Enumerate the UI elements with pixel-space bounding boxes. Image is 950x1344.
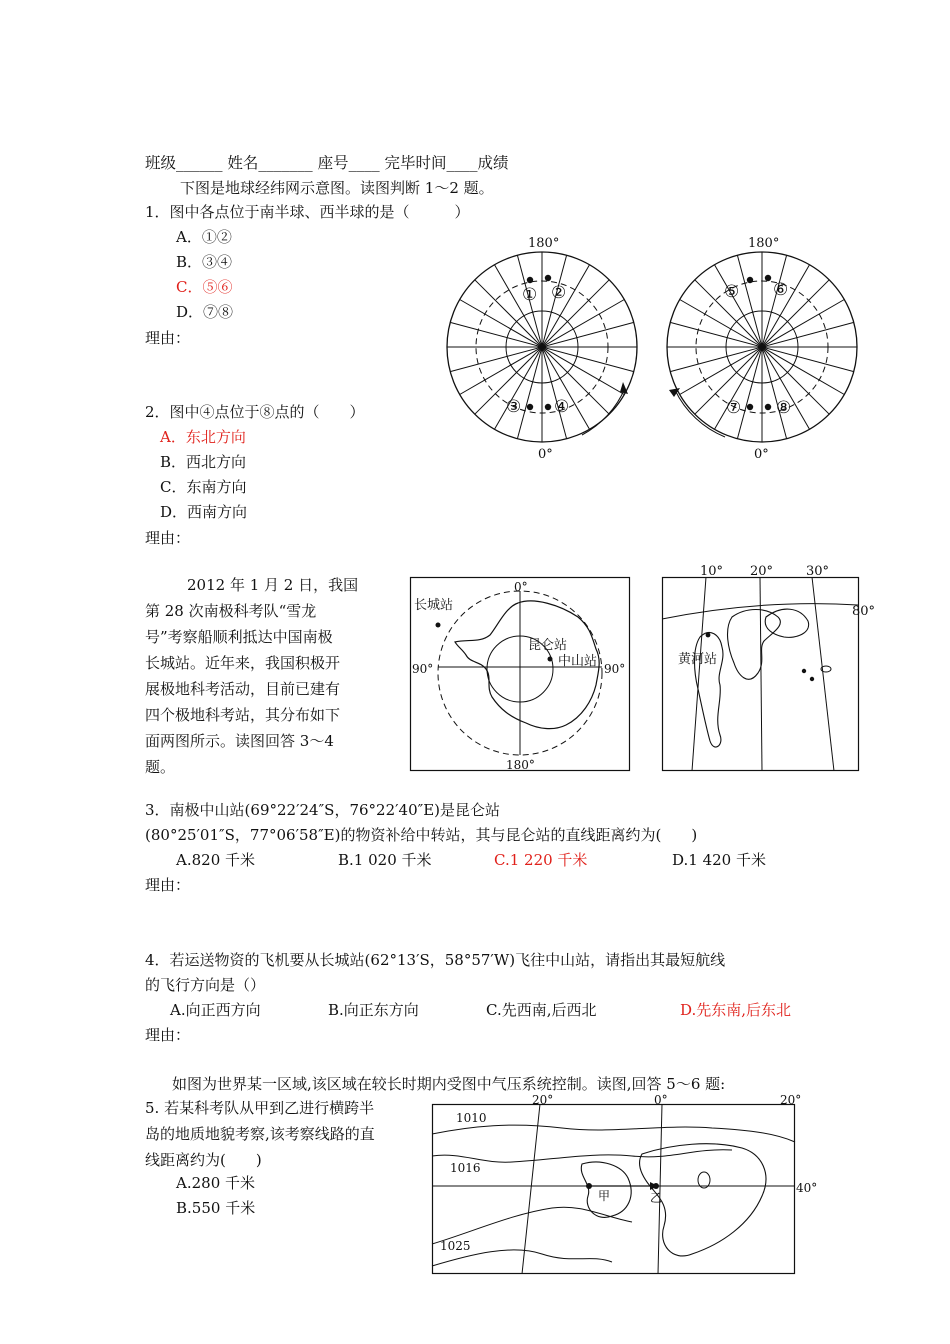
pressure-lon-20w: 20° xyxy=(532,1093,554,1107)
point-4: ④ xyxy=(554,397,570,417)
q3-option-d[interactable]: D.1 420 千米 xyxy=(672,851,766,869)
intro-q5-q6: 如图为世界某一区域,该区域在较长时期内受图中气压系统控制。读图,回答 5～6 题: xyxy=(172,1075,726,1093)
point-6: ⑥ xyxy=(773,280,789,300)
isobar-1010: 1010 xyxy=(456,1111,487,1125)
polar-grid-maps xyxy=(440,230,860,465)
q1-option-a[interactable]: A．①② xyxy=(176,228,232,246)
arctic-lon-10: 10° xyxy=(700,564,724,579)
passage-line: 第 28 次南极科考队“雪龙 xyxy=(145,602,317,620)
point-2: ② xyxy=(551,283,567,303)
q5-option-b[interactable]: B.550 千米 xyxy=(176,1199,256,1217)
point-7: ⑦ xyxy=(726,398,742,418)
station-kunlun: 昆仑站 xyxy=(528,638,568,653)
q5-stem-line: 线距离约为( ) xyxy=(145,1151,262,1169)
q1-stem: 1．图中各点位于南半球、西半球的是（ ） xyxy=(145,203,470,221)
passage-q3-q4 xyxy=(145,572,385,780)
passage-line: 长城站。近年来，我国积极开 xyxy=(145,654,341,672)
antarctica-map xyxy=(410,577,630,772)
q1-reason-label: 理由： xyxy=(145,329,191,347)
point-3: ③ xyxy=(506,397,522,417)
passage-line: 2012 年 1 月 2 日，我国 xyxy=(187,576,359,594)
q4-option-b[interactable]: B.向正东方向 xyxy=(328,1001,419,1019)
q5-stem xyxy=(145,1095,430,1173)
arctic-lon-30: 30° xyxy=(806,564,830,579)
point-1: ① xyxy=(522,285,538,305)
q3-option-c[interactable]: C.1 220 千米 xyxy=(494,851,588,869)
q2-stem: 2．图中④点位于⑧点的（ ） xyxy=(145,403,365,421)
q4-stem-line2: 的飞行方向是（） xyxy=(145,976,266,994)
ant-left-label: 90° xyxy=(412,662,434,676)
passage-line: 号”考察船顺利抵达中国南极 xyxy=(145,628,333,646)
passage-line: 展极地科考活动，目前已建有 xyxy=(145,680,341,698)
q3-reason-label: 理由： xyxy=(145,876,191,894)
q4-option-d[interactable]: D.先东南,后东北 xyxy=(680,1001,792,1019)
left-map-top-label: 180° xyxy=(528,236,560,251)
q5-option-a[interactable]: A.280 千米 xyxy=(176,1174,255,1192)
right-map-bottom-label: 0° xyxy=(754,447,769,462)
passage-line: 四个极地科考站，其分布如下 xyxy=(145,706,341,724)
passage-line: 题。 xyxy=(145,758,176,776)
passage-line: 面两图所示。读图回答 3～4 xyxy=(145,732,334,750)
arctic-map xyxy=(662,564,887,772)
arctic-lat-80: 80° xyxy=(852,604,876,619)
isobar-1025: 1025 xyxy=(440,1239,471,1253)
q4-option-a[interactable]: A.向正西方向 xyxy=(170,1001,261,1019)
point-jia: 甲 xyxy=(598,1189,611,1203)
intro-q1-q2: 下图是地球经纬网示意图。读图判断 1～2 题。 xyxy=(180,179,494,197)
q1-option-b[interactable]: B．③④ xyxy=(176,253,233,271)
ant-top-label: 0° xyxy=(514,580,528,594)
pressure-lon-20e: 20° xyxy=(780,1093,802,1107)
point-yi: 乙 xyxy=(650,1191,663,1205)
q3-option-b[interactable]: B.1 020 千米 xyxy=(338,851,432,869)
pressure-lon-0: 0° xyxy=(654,1093,668,1107)
header-fields: 班级______ 姓名_______ 座号____ 完毕时间____成绩 xyxy=(145,154,509,172)
q1-option-c[interactable]: C．⑤⑥ xyxy=(176,278,233,296)
polar-map-left xyxy=(447,252,637,442)
station-zhongshan: 中山站 xyxy=(558,654,598,669)
q2-option-b[interactable]: B．西北方向 xyxy=(160,453,247,471)
pressure-lat-40: 40° xyxy=(796,1181,818,1195)
point-8: ⑧ xyxy=(776,398,792,418)
q2-reason-label: 理由： xyxy=(145,529,191,547)
right-map-top-label: 180° xyxy=(748,236,780,251)
polar-map-right xyxy=(667,252,857,442)
q2-option-a[interactable]: A．东北方向 xyxy=(160,428,246,446)
pressure-map xyxy=(432,1093,818,1276)
arctic-lon-20: 20° xyxy=(750,564,774,579)
station-huanghe: 黄河站 xyxy=(678,652,718,667)
q2-option-d[interactable]: D．西南方向 xyxy=(160,503,248,521)
q3-stem-line1: 3．南极中山站(69°22′24″S，76°22′40″E)是昆仑站 xyxy=(145,801,501,819)
q1-option-d[interactable]: D．⑦⑧ xyxy=(176,303,234,321)
q5-stem-line: 5. 若某科考队从甲到乙进行横跨半 xyxy=(145,1099,375,1117)
q2-option-c[interactable]: C．东南方向 xyxy=(160,478,247,496)
right-rotation-arrow xyxy=(675,390,725,437)
q4-reason-label: 理由： xyxy=(145,1026,191,1044)
point-5: ⑤ xyxy=(724,282,740,302)
isobar-1016: 1016 xyxy=(450,1161,481,1175)
ant-bottom-label: 180° xyxy=(506,758,535,772)
ant-right-label: 90° xyxy=(604,662,626,676)
q5-stem-line: 岛的地质地貌考察,该考察线路的直 xyxy=(145,1125,375,1143)
q3-option-a[interactable]: A.820 千米 xyxy=(176,851,255,869)
q4-stem-line1: 4．若运送物资的飞机要从长城站(62°13′S，58°57′W)飞往中山站，请指出其最短航线 xyxy=(145,951,726,969)
q4-option-c[interactable]: C.先西南,后西北 xyxy=(486,1001,597,1019)
left-map-bottom-label: 0° xyxy=(538,447,553,462)
q3-stem-line2: (80°25′01″S，77°06′58″E)的物资补给中转站，其与昆仑站的直线距离约为( ) xyxy=(145,826,698,844)
station-changcheng: 长城站 xyxy=(414,598,454,613)
